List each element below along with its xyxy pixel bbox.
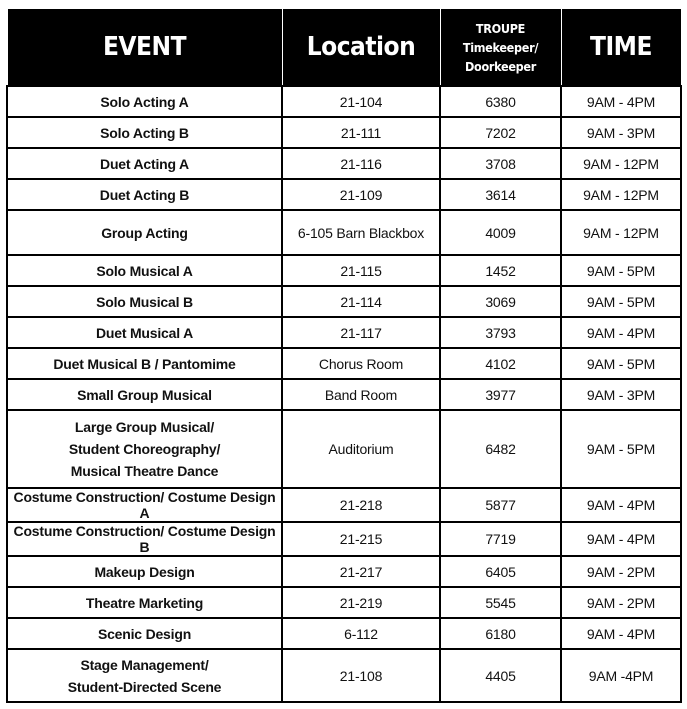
event-cell: Duet Acting A (7, 148, 282, 179)
table-row (7, 348, 681, 379)
troupe-cell: 6380 (440, 86, 561, 117)
table-row (7, 117, 681, 148)
location-cell: 21-108 (282, 649, 440, 702)
location-cell: Auditorium (282, 410, 440, 488)
table-row (7, 148, 681, 179)
event-cell (7, 410, 282, 488)
time-cell: 9AM - 3PM (561, 117, 681, 148)
event-line: Large Group Musical/ (74, 419, 215, 435)
location-cell: 6-112 (282, 618, 440, 649)
event-cell: Makeup Design (7, 556, 282, 587)
troupe-cell: 5877 (440, 488, 561, 522)
troupe-cell: 3614 (440, 179, 561, 210)
location-cell: 21-115 (282, 255, 440, 286)
header-troupe-line3: Doorkeeper (465, 58, 536, 74)
event-cell: Small Group Musical (7, 379, 282, 410)
header-row (7, 9, 681, 87)
event-cell (7, 649, 282, 702)
event-cell: Solo Acting B (7, 117, 282, 148)
location-cell: 21-109 (282, 179, 440, 210)
event-cell: Costume Construction/ Costume Design A (7, 488, 282, 522)
table-row (7, 556, 681, 587)
location-cell: 6-105 Barn Blackbox (282, 210, 440, 255)
time-cell: 9AM - 12PM (561, 210, 681, 255)
troupe-cell: 6482 (440, 410, 561, 488)
event-cell: Solo Acting A (7, 86, 282, 117)
time-cell: 9AM - 3PM (561, 379, 681, 410)
time-cell: 9AM -4PM (561, 649, 681, 702)
troupe-cell: 4405 (440, 649, 561, 702)
location-cell: 21-217 (282, 556, 440, 587)
time-cell: 9AM - 5PM (561, 348, 681, 379)
event-cell: Duet Acting B (7, 179, 282, 210)
troupe-cell: 4102 (440, 348, 561, 379)
table-row (7, 317, 681, 348)
event-cell: Costume Construction/ Costume Design B (7, 522, 282, 556)
troupe-cell: 7202 (440, 117, 561, 148)
location-cell: 21-219 (282, 587, 440, 618)
header-troupe-line2: Timekeeper/ (462, 39, 539, 55)
location-cell: 21-215 (282, 522, 440, 556)
time-cell: 9AM - 12PM (561, 148, 681, 179)
schedule-table-container (6, 8, 682, 703)
event-line: Student Choreography/ (68, 441, 221, 457)
table-row (7, 649, 681, 702)
event-line: Student-Directed Scene (67, 678, 222, 695)
troupe-cell: 3977 (440, 379, 561, 410)
table-row (7, 179, 681, 210)
event-line: Stage Management/ (80, 656, 209, 673)
troupe-cell: 3708 (440, 148, 561, 179)
event-cell: Scenic Design (7, 618, 282, 649)
location-cell: 21-114 (282, 286, 440, 317)
table-row (7, 86, 681, 117)
event-line: Musical Theatre Dance (70, 463, 219, 479)
troupe-cell: 4009 (440, 210, 561, 255)
header-troupe (440, 9, 561, 87)
time-cell: 9AM - 5PM (561, 255, 681, 286)
header-troupe-line1: TROUPE (475, 20, 526, 36)
location-cell: Chorus Room (282, 348, 440, 379)
event-cell: Duet Musical A (7, 317, 282, 348)
time-cell: 9AM - 4PM (561, 618, 681, 649)
troupe-cell: 3069 (440, 286, 561, 317)
troupe-cell: 1452 (440, 255, 561, 286)
location-cell: 21-104 (282, 86, 440, 117)
event-cell: Solo Musical B (7, 286, 282, 317)
event-cell: Theatre Marketing (7, 587, 282, 618)
table-row (7, 286, 681, 317)
troupe-cell: 6405 (440, 556, 561, 587)
header-event: EVENT (7, 9, 282, 87)
event-schedule-table (6, 8, 682, 703)
time-cell: 9AM - 4PM (561, 522, 681, 556)
troupe-cell: 6180 (440, 618, 561, 649)
location-cell: 21-117 (282, 317, 440, 348)
time-cell: 9AM - 4PM (561, 488, 681, 522)
troupe-cell: 3793 (440, 317, 561, 348)
time-cell: 9AM - 4PM (561, 317, 681, 348)
table-row (7, 587, 681, 618)
table-row (7, 410, 681, 488)
location-cell: 21-218 (282, 488, 440, 522)
time-cell: 9AM - 5PM (561, 286, 681, 317)
time-cell: 9AM - 2PM (561, 556, 681, 587)
table-row (7, 522, 681, 556)
event-cell: Duet Musical B / Pantomime (7, 348, 282, 379)
table-row (7, 255, 681, 286)
time-cell: 9AM - 5PM (561, 410, 681, 488)
time-cell: 9AM - 4PM (561, 86, 681, 117)
location-cell: Band Room (282, 379, 440, 410)
location-cell: 21-111 (282, 117, 440, 148)
table-row (7, 379, 681, 410)
header-location: Location (282, 9, 440, 87)
time-cell: 9AM - 2PM (561, 587, 681, 618)
table-row (7, 488, 681, 522)
table-row (7, 210, 681, 255)
troupe-cell: 5545 (440, 587, 561, 618)
event-cell: Solo Musical A (7, 255, 282, 286)
time-cell: 9AM - 12PM (561, 179, 681, 210)
header-time: TIME (561, 9, 681, 87)
location-cell: 21-116 (282, 148, 440, 179)
troupe-cell: 7719 (440, 522, 561, 556)
table-row (7, 618, 681, 649)
event-cell: Group Acting (7, 210, 282, 255)
